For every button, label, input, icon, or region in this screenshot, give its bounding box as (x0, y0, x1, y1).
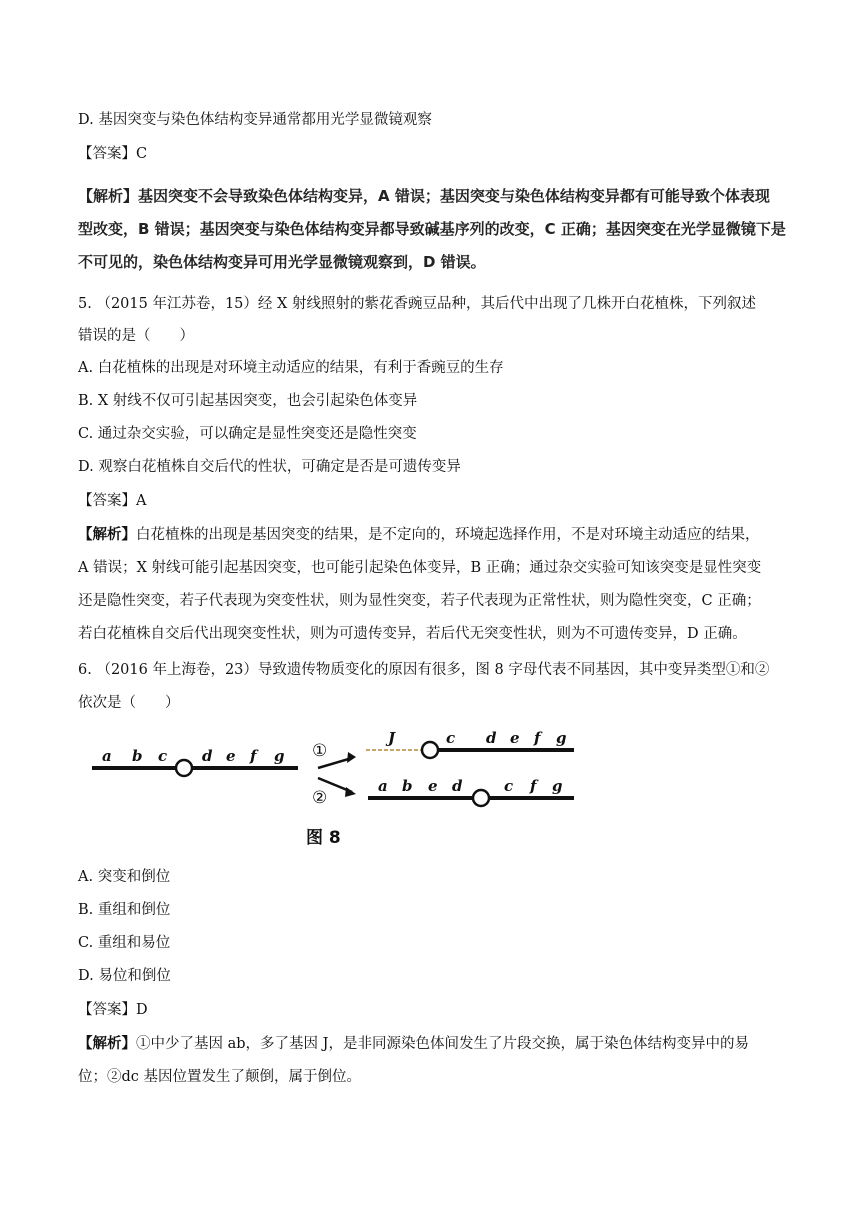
variant2-gene-b: b (402, 777, 413, 795)
q5-option-c: C. 通过杂交实验，可以确定是显性突变还是隐性突变 (78, 426, 417, 442)
answer-value: A (136, 493, 147, 509)
answer-label: 【答案】 (78, 146, 136, 162)
variant1-gene-e: e (510, 729, 520, 747)
original-gene-a: a (102, 747, 112, 765)
q5-analysis-line-2: A 错误；X 射线可能引起基因突变，也可能引起染色体变异，B 正确；通过杂交实验可知该突变是显性突变 (78, 560, 762, 576)
variant1-centromere (422, 742, 438, 758)
q6-answer (78, 1000, 148, 1020)
original-gene-e: e (226, 747, 236, 765)
q5-stem-line-2: 错误的是（ ） (78, 328, 194, 344)
original-gene-f: f (250, 747, 257, 765)
variant2-gene-g: g (552, 777, 563, 795)
variant1-gene-g: g (556, 729, 567, 747)
q4-analysis-line-2: 型改变，B 错误；基因突变与染色体结构变异都导致碱基序列的改变，C 正确；基因突变在光学显微镜下是 (78, 220, 786, 238)
variant1-gene-f: f (534, 729, 541, 747)
q6-stem-line-2: 依次是（ ） (78, 695, 180, 711)
q5-stem-line-1: 5. （2015 年江苏卷，15）经 X 射线照射的紫花香豌豆品种，其后代中出现了几株开白花植株，下列叙述 (78, 296, 756, 312)
q5-option-b: B. X 射线不仅可引起基因突变，也会引起染色体变异 (78, 393, 418, 409)
figure-caption: 图 8 (306, 828, 341, 848)
original-gene-g: g (274, 747, 285, 765)
q5-option-a: A. 白花植株的出现是对环境主动适应的结果，有利于香豌豆的生存 (78, 360, 504, 376)
chromosome-diagram (90, 728, 590, 818)
chromosome-figure (90, 728, 590, 822)
original-gene-d: d (202, 747, 213, 765)
variant2-centromere (473, 790, 489, 806)
q6-option-d: D. 易位和倒位 (78, 968, 171, 984)
variant2-gene-e: e (428, 777, 438, 795)
answer-label: 【答案】 (78, 1002, 136, 1018)
arrow-down-head (345, 787, 356, 797)
q5-option-d: D. 观察白花植株自交后代的性状，可确定是否是可遗传变异 (78, 459, 461, 475)
answer-value: C (136, 146, 148, 162)
q6-option-c: C. 重组和易位 (78, 935, 171, 951)
q5-analysis-line-1 (78, 525, 760, 545)
variant1-gene-J: J (388, 729, 396, 747)
variant2-marker: ② (312, 788, 328, 808)
answer-value: D (136, 1002, 148, 1018)
variant2-gene-c: c (504, 777, 514, 795)
q6-stem-line-1: 6. （2016 年上海卷，23）导致遗传物质变化的原因有很多，图 8 字母代表不同基因，其中变异类型①和② (78, 662, 770, 678)
q4-analysis-line-1: 【解析】基因突变不会导致染色体结构变异，A 错误；基因突变与染色体结构变异都有可能导致个体表现 (78, 187, 770, 205)
analysis-label: 【解析】 (78, 1036, 136, 1052)
q6-option-a: A. 突变和倒位 (78, 869, 171, 885)
q4-answer (78, 144, 147, 164)
variant1-gene-c: c (446, 729, 456, 747)
analysis-label: 【解析】 (78, 527, 136, 543)
q5-answer (78, 491, 146, 511)
original-gene-c: c (158, 747, 168, 765)
q6-analysis-line-1 (78, 1034, 749, 1054)
analysis-text: ①中少了基因 ab，多了基因 J，是非同源染色体间发生了片段交换，属于染色体结构变异中的易 (136, 1036, 749, 1052)
variant2-gene-a: a (378, 777, 388, 795)
variant2-gene-d: d (452, 777, 463, 795)
original-centromere (176, 760, 192, 776)
variant1-gene-labels (385, 729, 567, 747)
variant2-gene-f: f (530, 777, 537, 795)
original-gene-labels (102, 747, 285, 765)
q4-analysis-line-3: 不可见的，染色体结构变异可用光学显微镜观察到，D 错误。 (78, 253, 486, 271)
variant2-gene-labels (378, 777, 563, 795)
analysis-text: 白花植株的出现是基因突变的结果，是不定向的，环境起选择作用，不是对环境主动适应的结果， (136, 527, 760, 543)
variant1-marker: ① (312, 741, 328, 761)
original-gene-b: b (132, 747, 143, 765)
q5-analysis-line-4: 若白花植株自交后代出现突变性状，则为可遗传变异，若后代无突变性状，则为不可遗传变异，D 正确。 (78, 626, 747, 642)
q6-analysis-line-2: 位；②dc 基因位置发生了颠倒，属于倒位。 (78, 1069, 362, 1085)
q6-option-b: B. 重组和倒位 (78, 902, 171, 918)
q5-analysis-line-3: 还是隐性突变，若子代表现为突变性状，则为显性突变，若子代表现为正常性状，则为隐性突变，C 正确； (78, 593, 761, 609)
arrow-up-head (347, 752, 356, 763)
answer-label: 【答案】 (78, 493, 136, 509)
variant1-gene-d: d (486, 729, 497, 747)
q4-option-d: D. 基因突变与染色体结构变异通常都用光学显微镜观察 (78, 112, 432, 128)
